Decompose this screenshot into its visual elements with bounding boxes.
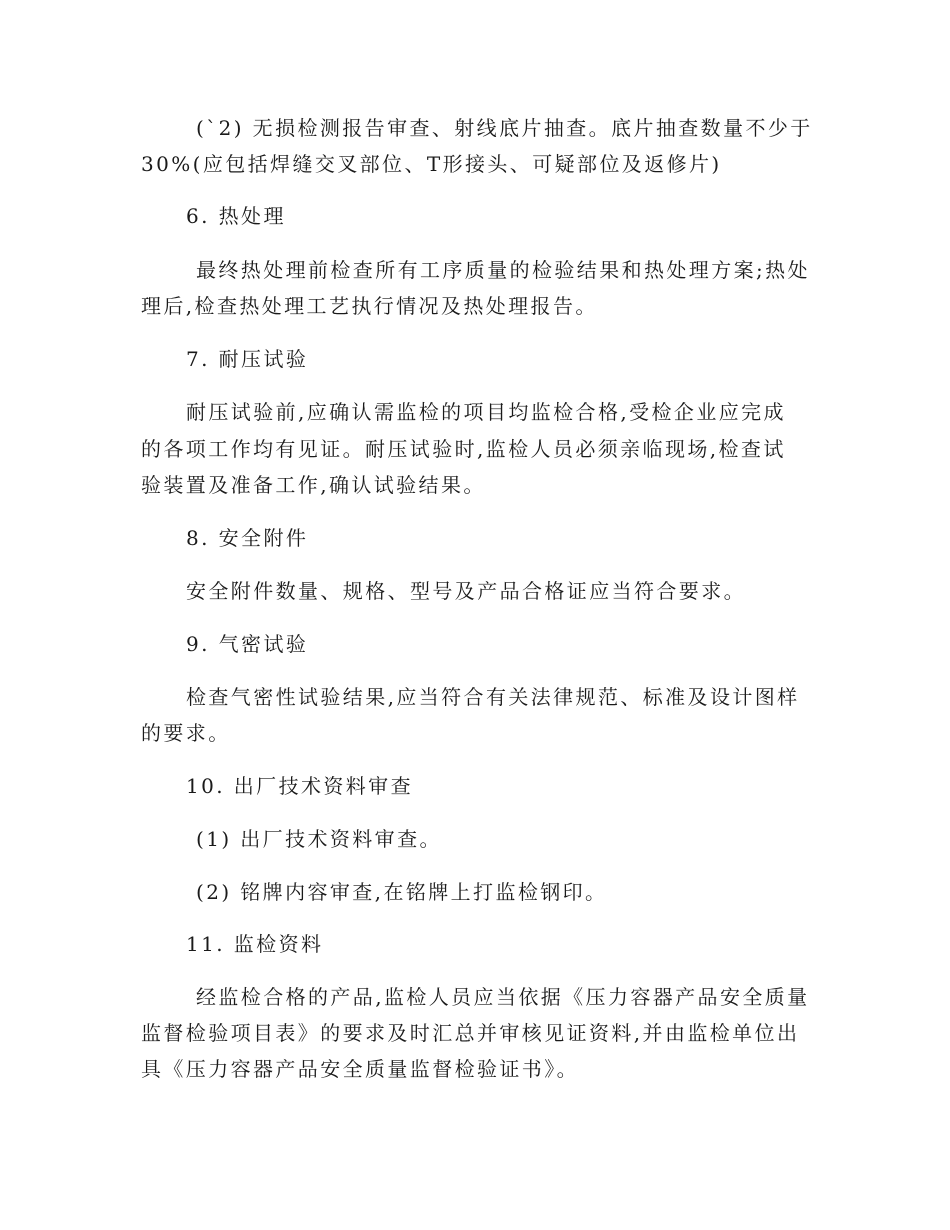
paragraph-line: 检查气密性试验结果,应当符合有关法律规范、标准及设计图样 bbox=[186, 685, 800, 709]
section-heading: 11. 监检资料 bbox=[186, 932, 324, 956]
paragraph-line: 具《压力容器产品安全质量监督检验证书》。 bbox=[141, 1057, 579, 1081]
paragraph-line: 安全附件数量、规格、型号及产品合格证应当符合要求。 bbox=[186, 579, 746, 603]
paragraph-line: 的各项工作均有见证。耐压试验时,监检人员必须亲临现场,检查试 bbox=[141, 437, 786, 461]
section-heading: 9. 气密试验 bbox=[186, 632, 309, 656]
section-heading: 10. 出厂技术资料审查 bbox=[186, 774, 413, 798]
paragraph-line: 的要求。 bbox=[141, 721, 231, 745]
paragraph-line: 最终热处理前检查所有工序质量的检验结果和热处理方案;热处 bbox=[196, 258, 810, 282]
paragraph-line: 监督检验项目表》的要求及时汇总并审核见证资料,并由监检单位出 bbox=[141, 1021, 800, 1045]
paragraph-line: (`2) 无损检测报告审查、射线底片抽查。底片抽查数量不少于 bbox=[196, 116, 813, 140]
paragraph-line: 30%(应包括焊缝交叉部位、T形接头、可疑部位及返修片) bbox=[141, 152, 722, 176]
list-item: (1) 出厂技术资料审查。 bbox=[196, 827, 442, 851]
paragraph-line: 耐压试验前,应确认需监检的项目均监检合格,受检企业应完成 bbox=[186, 400, 786, 424]
paragraph-line: 经监检合格的产品,监检人员应当依据《压力容器产品安全质量 bbox=[196, 985, 810, 1009]
section-heading: 8. 安全附件 bbox=[186, 526, 309, 550]
paragraph-line: 理后,检查热处理工艺执行情况及热处理报告。 bbox=[141, 294, 598, 318]
paragraph-line: 验装置及准备工作,确认试验结果。 bbox=[141, 473, 486, 497]
section-heading: 7. 耐压试验 bbox=[186, 347, 309, 371]
section-heading: 6. 热处理 bbox=[186, 204, 286, 228]
list-item: (2) 铭牌内容审查,在铭牌上打监检钢印。 bbox=[196, 880, 608, 904]
